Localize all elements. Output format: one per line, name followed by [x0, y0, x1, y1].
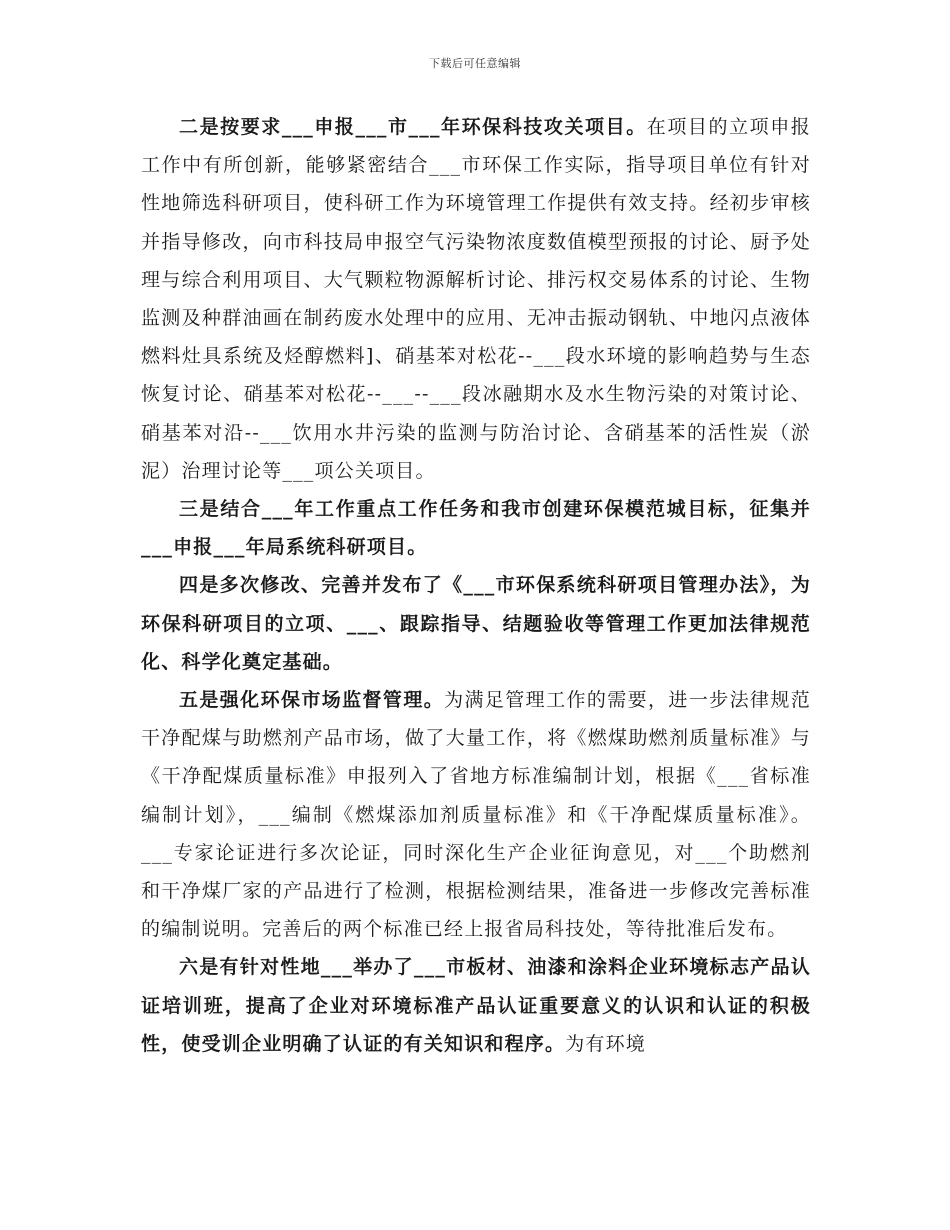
paragraph-lead: 三是结合___年工作重点工作任务和我市创建环保模范城目标，征集并___申报___年局系统科研项目。 — [141, 498, 811, 559]
paragraph-6 — [141, 948, 811, 1063]
paragraph-4 — [141, 566, 811, 681]
paragraph-lead: 四是多次修改、完善并发布了《___市环保系统科研项目管理办法》，为环保科研项目的立项、___、跟踪指导、结题验收等管理工作更加法律规范化、科学化奠定基础。 — [141, 574, 811, 673]
paragraph-lead: 五是强化环保市场监督管理。 — [179, 689, 445, 712]
paragraph-3 — [141, 490, 811, 566]
paragraph-5 — [141, 681, 811, 948]
paragraph-body: 在项目的立项申报工作中有所创新，能够紧密结合___市环保工作实际，指导项目单位有针对性地筛选科研项目，使科研工作为环境管理工作提供有效支持。经初步审核并指导修改，向市科技局申报空气污染物浓度数值模型预报的讨论、厨予处理与综合利用项目、大气颗粒物源解析讨论、排污权交易体系的讨论、生物监测及种群油画在制药废水处理中的应用、无冲击振动钢轨、中地闪点液体燃料灶具系统及烃醇燃料]、硝基苯对松花--___段水环境的影响趋势与生态恢复讨论、硝基苯对松花--___--___段冰融期水及水生物污染的对策讨论、硝基苯对沿--___饮用水井污染的监测与防治讨论、含硝基苯的活性炭（淤泥）治理讨论等___项公关项目。 — [141, 116, 811, 482]
page-header: 下载后可任意编辑 — [429, 57, 521, 70]
paragraph-body: 为满足管理工作的需要，进一步法律规范干净配煤与助燃剂产品市场，做了大量工作，将《燃煤助燃剂质量标准》与《干净配煤质量标准》申报列入了省地方标准编制计划，根据《___省标准编制计划》，___编制《燃煤添加剂质量标准》和《干净配煤质量标准》。___专家论证进行多次论证，同时深化生产企业征询意见，对___个助燃剂和干净煤厂家的产品进行了检测，根据检测结果，准备进一步修改完善标准的编制说明。完善后的两个标准已经上报省局科技处，等待批准后发布。 — [141, 689, 811, 941]
paragraph-lead: 六是有针对性地___举办了___市板材、油漆和涂料企业环境标志产品认证培训班，提高了企业对环境标准产品认证重要意义的认识和认证的积极性，使受训企业明确了认证的有关知识和程序。 — [141, 956, 811, 1055]
document-body — [141, 108, 811, 1063]
paragraph-body: 为有环境 — [565, 1032, 647, 1055]
paragraph-lead: 二是按要求___申报___市___年环保科技攻关项目。 — [179, 116, 647, 138]
paragraph-2 — [141, 108, 811, 490]
